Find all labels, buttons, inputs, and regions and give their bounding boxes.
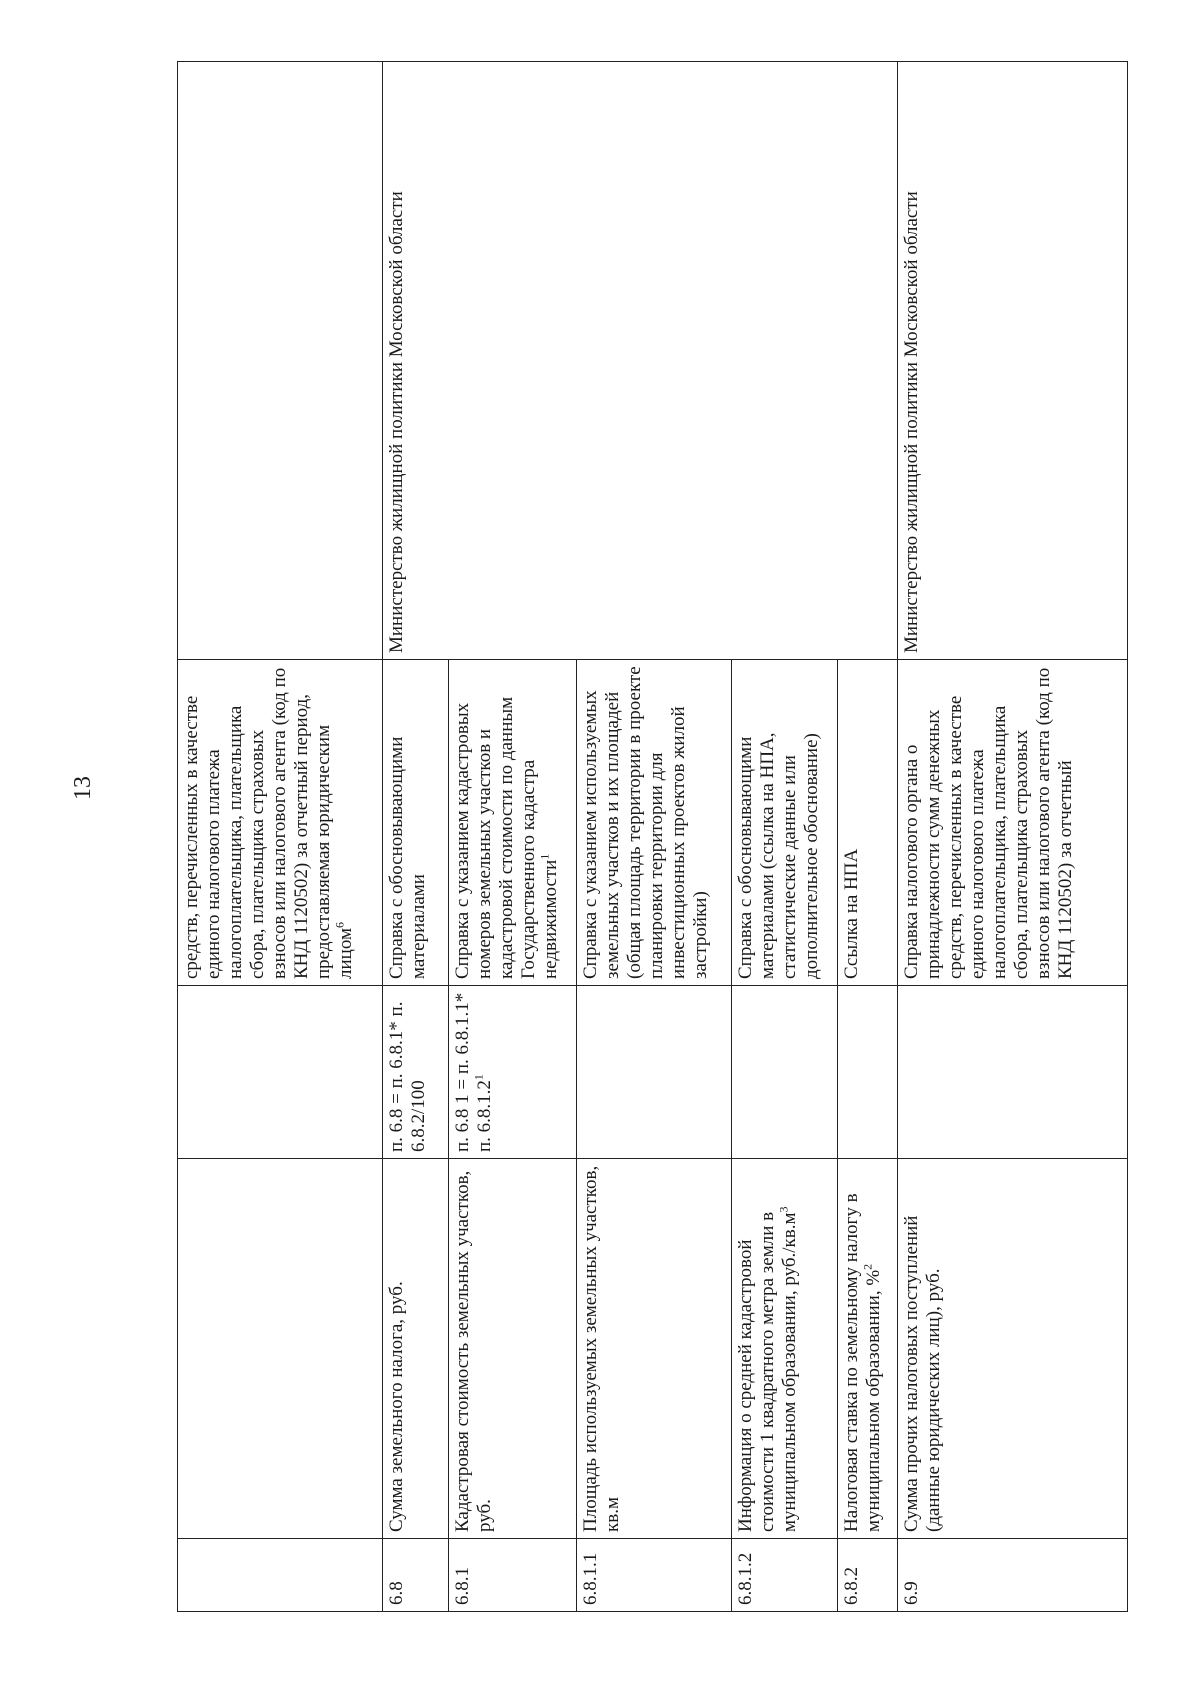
cell-ministry-bottom: Министерство жилищной политики Московской области bbox=[898, 62, 1128, 660]
cell-source: Справка с указанием кадастровых номеров земельных участков и кадастровой стоимости по данным Государственного кадастра недвижимости$^1$ bbox=[449, 660, 577, 986]
table-row bbox=[898, 62, 1128, 1612]
cell-formula bbox=[898, 986, 1128, 1159]
cell-num: 6.8 bbox=[383, 1539, 449, 1612]
cell-formula: п. 6.8 1 = п. 6.8.1.1* п. 6.8.1.2$^1$ bbox=[449, 986, 577, 1159]
page-number: 13 bbox=[70, 776, 96, 800]
cell-source-continuation: средств, перечисленных в качестве единого налогового платежа налогоплательщика, плательщика сбора, плательщика страховых взносов или налогового агента (код по КНД 1120502) за отчетный период, предоставляемая юридическим лицом$^6$ bbox=[178, 660, 383, 986]
cell-formula bbox=[838, 986, 898, 1159]
cell-source: Справка налогового органа о принадлежности сумм денежных средств, перечисленных в качестве единого налогового платежа налогоплательщика, плательщика сбора, плательщика страховых взносов или налогового агента (код по КНД 1120502) за отчетный bbox=[898, 660, 1128, 986]
cell-formula-empty bbox=[178, 986, 383, 1159]
cell-name: Кадастровая стоимость земельных участков, руб. bbox=[449, 1159, 577, 1539]
cell-name: Информация о средней кадастровой стоимости 1 квадратного метра земли в муниципальном образовании, $руб./кв.м^3$ bbox=[732, 1159, 838, 1539]
cell-num: 6.9 bbox=[898, 1539, 1128, 1612]
table-row bbox=[383, 62, 449, 1612]
cell-name: Сумма прочих налоговых поступлений (данные юридических лиц), руб. bbox=[898, 1159, 1128, 1539]
cell-source: Справка с указанием используемых земельных участков и их площадей (общая площадь территории в проекте планировки территории для инвестиционных проектов жилой застройки) bbox=[577, 660, 732, 986]
cell-num: 6.8.1 bbox=[449, 1539, 577, 1612]
cell-num-empty bbox=[178, 1539, 383, 1612]
cell-formula: п. 6.8 = п. 6.8.1* п. 6.8.2/100 bbox=[383, 986, 449, 1159]
data-table bbox=[177, 61, 1128, 1612]
cell-name: Налоговая ставка по земельному налогу в муниципальном образовании, %$^2$ bbox=[838, 1159, 898, 1539]
cell-name: Площадь используемых земельных участков, кв.м bbox=[577, 1159, 732, 1539]
cell-ministry-empty bbox=[178, 62, 383, 660]
cell-num: 6.8.2 bbox=[838, 1539, 898, 1612]
cell-formula bbox=[577, 986, 732, 1159]
cell-formula bbox=[732, 986, 838, 1159]
table-row-continuation bbox=[178, 62, 383, 1612]
cell-num: 6.8.1.2 bbox=[732, 1539, 838, 1612]
cell-name: Сумма земельного налога, руб. bbox=[383, 1159, 449, 1539]
cell-ministry-top: Министерство жилищной политики Московской области bbox=[383, 62, 898, 660]
cell-source: Справка с обосновывающими материалами (ссылка на НПА, статистические данные или дополнительное обоснование) bbox=[732, 660, 838, 986]
cell-num: 6.8.1.1 bbox=[577, 1539, 732, 1612]
cell-source: Справка с обосновывающими материалами bbox=[383, 660, 449, 986]
rotated-table-container bbox=[177, 62, 1127, 1612]
cell-name-empty bbox=[178, 1159, 383, 1539]
cell-source: Ссылка на НПА bbox=[838, 660, 898, 986]
